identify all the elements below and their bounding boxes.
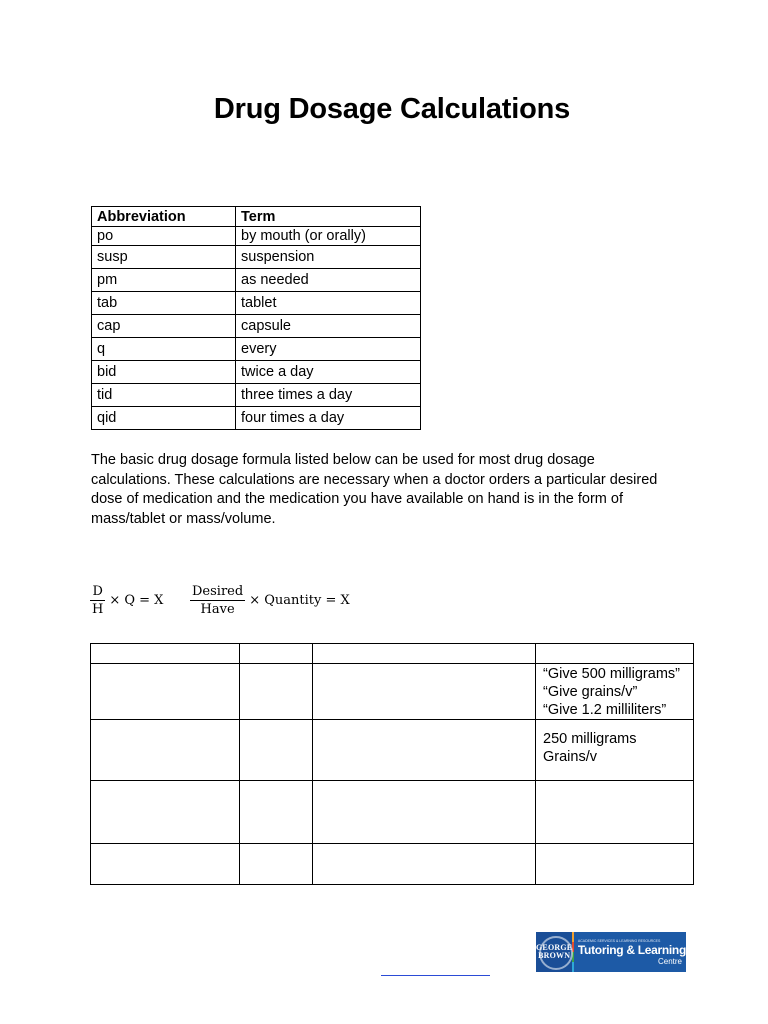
term-cell: by mouth (or orally) <box>236 227 421 246</box>
term-cell: as needed <box>236 269 421 292</box>
abbreviation-cell: susp <box>92 246 236 269</box>
formula-description <box>91 451 691 529</box>
hyperlink-underline[interactable] <box>381 975 490 976</box>
have-examples-cell <box>543 730 636 766</box>
table-border <box>312 643 313 885</box>
cell-line: Grains/v <box>543 749 597 765</box>
term-cell: suspension <box>236 246 421 269</box>
table-border <box>90 643 91 885</box>
table-row <box>92 246 421 269</box>
term-cell: four times a day <box>236 407 421 430</box>
calculation-table <box>90 643 694 885</box>
table-border <box>90 884 694 885</box>
table-border <box>90 780 694 781</box>
abbreviation-cell: tid <box>92 384 236 407</box>
logo-subtitle: ACADEMIC SERVICES & LEARNING RESOURCES <box>577 938 661 943</box>
table-row <box>92 361 421 384</box>
abbreviation-table <box>91 206 421 430</box>
table-border <box>693 643 694 885</box>
abbreviation-cell: tab <box>92 292 236 315</box>
logo-name-line2: Centre <box>657 956 682 966</box>
term-cell: every <box>236 338 421 361</box>
fraction <box>90 584 105 617</box>
abbreviation-cell: pm <box>92 269 236 292</box>
cell-line: “Give grains/v” <box>543 684 638 700</box>
header-abbreviation: Abbreviation <box>92 207 236 227</box>
cell-line: “Give 500 milligrams” <box>543 666 680 682</box>
table-border <box>90 643 694 644</box>
abbreviation-cell: po <box>92 227 236 246</box>
formula-short <box>90 584 163 617</box>
paragraph-line: calculations. These calculations are necessary when a doctor orders a particular desired <box>91 471 658 488</box>
formula-rest: × Q = X <box>109 593 164 608</box>
paragraph-line: The basic drug dosage formula listed below can be used for most drug dosage <box>91 452 595 468</box>
abbreviation-cell: cap <box>92 315 236 338</box>
table-border <box>90 843 694 844</box>
term-cell: three times a day <box>236 384 421 407</box>
header-term: Term <box>236 207 421 227</box>
fraction-numerator: Desired <box>192 584 244 599</box>
table-row <box>92 269 421 292</box>
paragraph-line: dose of medication and the medication you have available on hand is in the form of <box>91 491 624 507</box>
order-examples-cell <box>543 665 680 719</box>
logo-name: Tutoring & Learning <box>577 942 686 957</box>
table-border <box>90 719 694 720</box>
table-row <box>92 384 421 407</box>
paragraph-line: mass/tablet or mass/volume. <box>91 510 276 527</box>
george-brown-wordmark: GEORGE BROWN <box>536 932 572 972</box>
fraction-denominator: Have <box>200 602 235 617</box>
table-row <box>92 338 421 361</box>
tutoring-centre-logo <box>536 932 686 972</box>
logo-text <box>574 932 686 972</box>
fraction-denominator: H <box>92 602 104 617</box>
fraction-numerator: D <box>92 584 103 599</box>
cell-line: 250 milligrams <box>543 731 637 747</box>
formula-rest: × Quantity = X <box>249 593 350 608</box>
table-border <box>239 643 240 885</box>
term-cell: capsule <box>236 315 421 338</box>
term-cell: twice a day <box>236 361 421 384</box>
abbreviation-cell: bid <box>92 361 236 384</box>
table-row <box>92 292 421 315</box>
table-row <box>92 407 421 430</box>
table-header-row <box>92 207 421 227</box>
table-border <box>90 663 694 664</box>
cell-line: “Give 1.2 milliliters” <box>543 702 667 718</box>
table-row <box>92 227 421 246</box>
table-border <box>535 643 536 885</box>
formula-long <box>190 584 350 617</box>
abbreviation-cell: qid <box>92 407 236 430</box>
page-title: Drug Dosage Calculations <box>213 93 571 125</box>
abbreviation-cell: q <box>92 338 236 361</box>
fraction <box>190 584 245 617</box>
table-row <box>92 315 421 338</box>
term-cell: tablet <box>236 292 421 315</box>
